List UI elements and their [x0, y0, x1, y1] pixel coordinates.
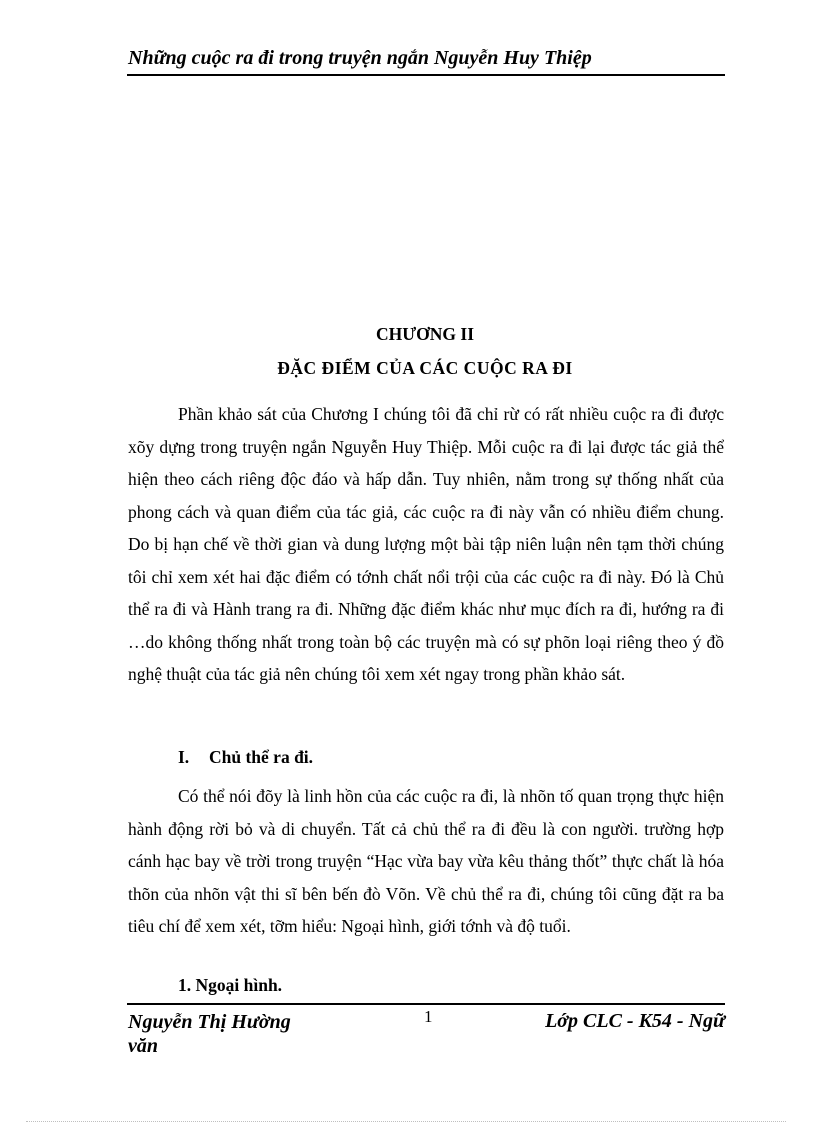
- body-paragraph-1: Phần khảo sát của Chương I chúng tôi đã chỉ rừ có rất nhiều cuộc ra đi được xõy dựng trong truyện ngắn Nguyễn Huy Thiệp. Mỗi cuộc ra đi lại được tác giả thể hiện theo cách riêng độc đáo và hấp dẫn. Tuy nhiên, nằm trong sự thống nhất của phong cách và quan điểm của tác giả, các cuộc ra đi này vẫn có nhiều điểm chung. Do bị hạn chế về thời gian và dung lượng một bài tập niên luận nên tạm thời chúng tôi chỉ xem xét hai đặc điểm có tớnh chất nổi trội của các cuộc ra đi này. Đó là Chủ thể ra đi và Hành trang ra đi. Những đặc điểm khác như mục đích ra đi, hướng ra đi …do không thống nhất trong toàn bộ các truyện mà có sự phõn loại riêng theo ý đồ nghệ thuật của tác giả nên chúng tôi xem xét ngay trong phần khảo sát.: [128, 404, 724, 684]
- chapter-title: ĐẶC ĐIỂM CỦA CÁC CUỘC RA ĐI: [277, 358, 573, 378]
- section-title: Chủ thể ra đi.: [209, 747, 314, 767]
- section-heading: [178, 747, 313, 768]
- page-edge-divider: [26, 1121, 786, 1122]
- chapter-number: CHƯƠNG II: [375, 324, 475, 344]
- page-number: 1: [424, 1007, 433, 1026]
- footer-author: [128, 1010, 318, 1058]
- footer-class-label: Lớp CLC - K54 - Ngữ: [545, 1010, 725, 1032]
- footer-divider: [127, 1003, 725, 1005]
- footer-author-line-1: Nguyễn Thị Hường: [128, 1011, 291, 1033]
- section-number: I.: [178, 747, 190, 767]
- header-divider: [127, 74, 725, 76]
- subsection-heading: 1. Ngoại hình.: [178, 975, 283, 995]
- body-paragraph-2: Có thể nói đõy là linh hồn của các cuộc ra đi, là nhõn tố quan trọng thực hiện hành động rời bỏ và di chuyển. Tất cả chủ thể ra đi đều là con người. trường hợp cánh hạc bay về trời trong truyện “Hạc vừa bay vừa kêu thảng thốt” thực chất là hóa thõn của nhõn vật thi sĩ bên bến đò Võn. Về chủ thể ra đi, chúng tôi cũng đặt ra ba tiêu chí để xem xét, tỡm hiểu: Ngoại hình, giới tớnh và độ tuổi.: [128, 786, 724, 936]
- running-header-title: Những cuộc ra đi trong truyện ngắn Nguyễn Huy Thiệp: [128, 47, 592, 69]
- footer-author-line-2: văn: [128, 1035, 158, 1057]
